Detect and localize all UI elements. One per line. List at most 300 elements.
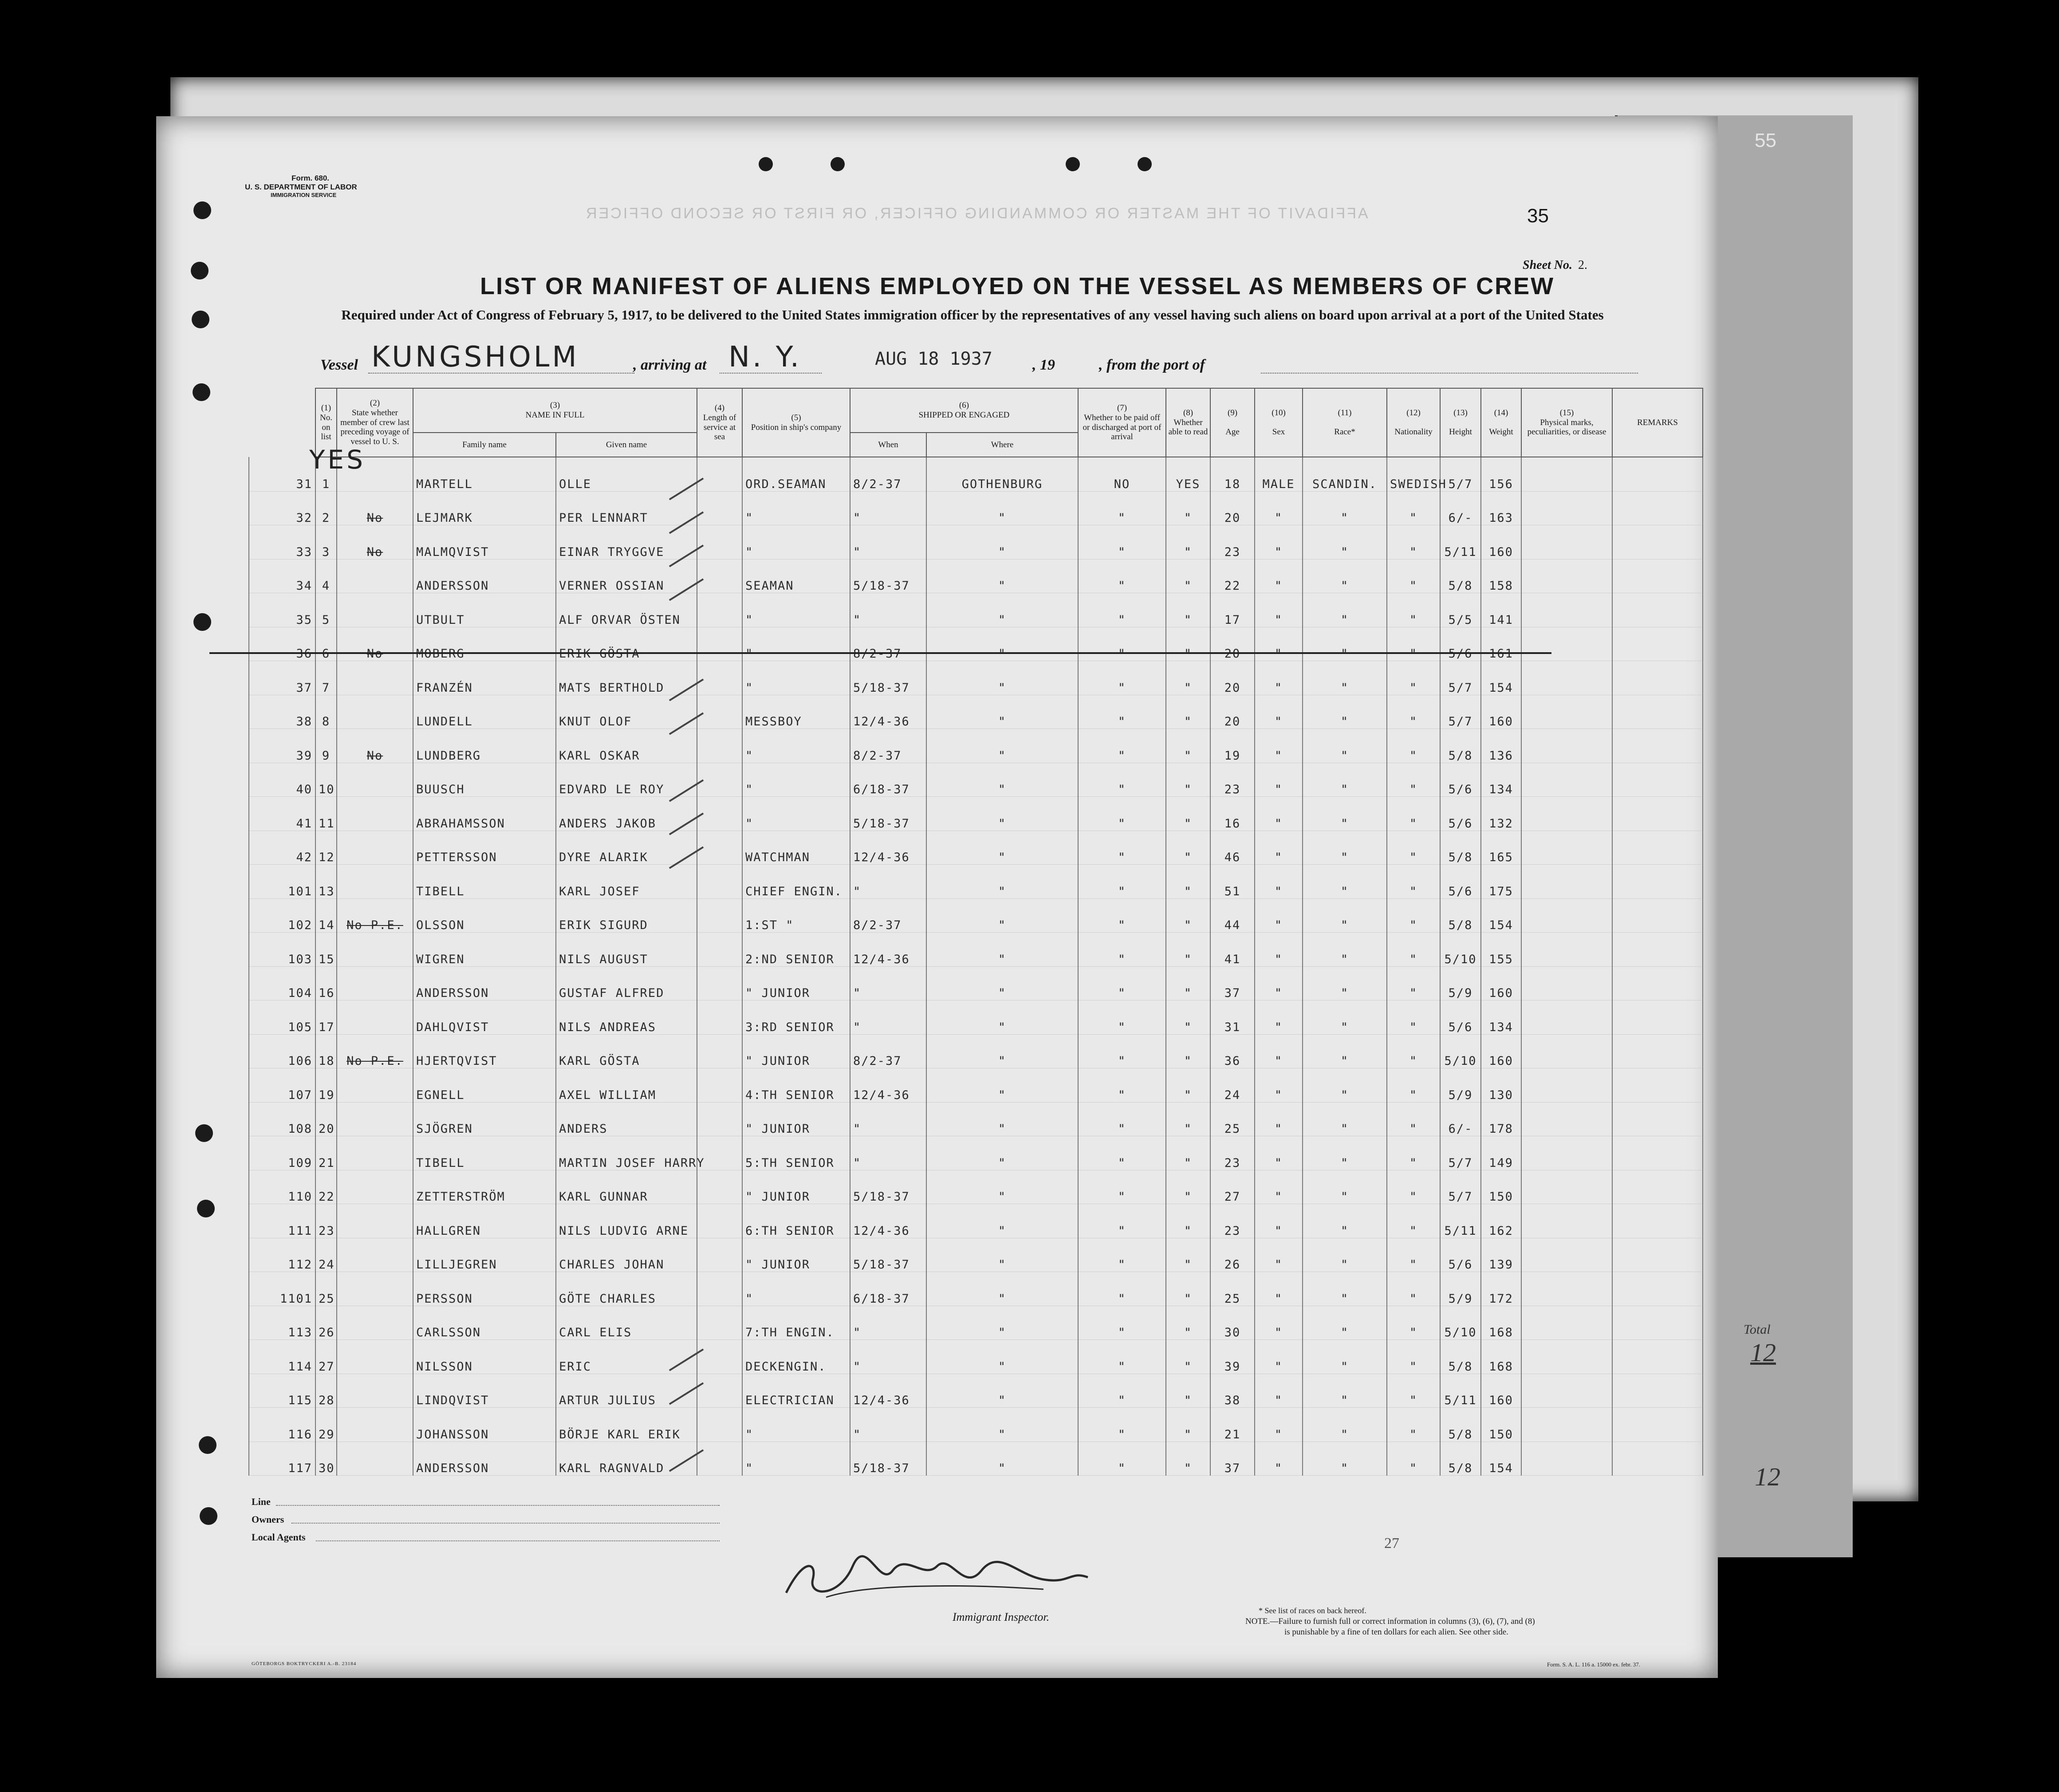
row-sex: " <box>1255 1408 1303 1442</box>
row-number: 2 <box>315 491 337 525</box>
row-where: " <box>926 1000 1078 1035</box>
row-number: 28 <box>315 1374 337 1408</box>
row-paid-off: " <box>1078 1034 1166 1068</box>
row-height: 5/8 <box>1440 898 1481 933</box>
col-physical-marks: (15) Physical marks, peculiarities, or disease <box>1521 388 1612 457</box>
row-previous-voyage <box>337 559 413 593</box>
row-where: " <box>926 729 1078 763</box>
row-family-name: ANDERSSON <box>413 966 556 1000</box>
note-line-2: is punishable by a fine of ten dollars for each alien. See other side. <box>1284 1627 1508 1637</box>
row-physical-marks <box>1521 661 1612 695</box>
row-given-name: CHARLES JOHAN <box>556 1238 697 1272</box>
row-race: " <box>1303 831 1387 865</box>
row-age: 26 <box>1210 1238 1255 1272</box>
row-physical-marks <box>1521 1068 1612 1103</box>
row-position: " <box>742 1272 850 1306</box>
row-nationality: " <box>1387 831 1440 865</box>
row-paid-off: " <box>1078 865 1166 899</box>
row-able-read: " <box>1166 1272 1210 1306</box>
row-where: " <box>926 1408 1078 1442</box>
row-remarks <box>1612 797 1703 831</box>
row-where: " <box>926 1102 1078 1136</box>
row-number: 15 <box>315 933 337 967</box>
row-race: " <box>1303 1068 1387 1103</box>
from-port-label: , from the port of <box>1099 357 1205 373</box>
row-race: " <box>1303 1136 1387 1170</box>
row-race: " <box>1303 1000 1387 1035</box>
row-length-service <box>697 1000 742 1035</box>
row-remarks <box>1612 1441 1703 1476</box>
row-given-name: KARL GUNNAR <box>556 1170 697 1204</box>
row-sex: " <box>1255 729 1303 763</box>
row-previous-voyage <box>337 1374 413 1408</box>
row-position: 3:RD SENIOR <box>742 1000 850 1035</box>
row-weight: 149 <box>1481 1136 1521 1170</box>
row-list-number: 38 <box>249 695 315 729</box>
row-height: 5/6 <box>1440 797 1481 831</box>
row-list-number: 114 <box>249 1340 315 1374</box>
row-nationality: " <box>1387 525 1440 559</box>
row-weight: 172 <box>1481 1272 1521 1306</box>
row-nationality: " <box>1387 933 1440 967</box>
table-row <box>249 1306 1703 1340</box>
row-remarks <box>1612 1034 1703 1068</box>
row-height: 5/10 <box>1440 1306 1481 1340</box>
row-list-number: 108 <box>249 1102 315 1136</box>
col-where: Where <box>926 433 1078 457</box>
row-given-name: KARL OSKAR <box>556 729 697 763</box>
col-position: (5) Position in ship's company <box>742 388 850 457</box>
row-age: 38 <box>1210 1374 1255 1408</box>
row-previous-voyage: No <box>337 525 413 559</box>
row-list-number: 113 <box>249 1306 315 1340</box>
row-length-service <box>697 729 742 763</box>
row-nationality: " <box>1387 1102 1440 1136</box>
row-when: 5/18-37 <box>850 559 926 593</box>
row-number: 13 <box>315 865 337 899</box>
col-nationality: (12) Nationality <box>1387 388 1440 457</box>
row-previous-voyage <box>337 593 413 627</box>
row-height: 5/6 <box>1440 1238 1481 1272</box>
row-race: SCANDIN. <box>1303 457 1387 491</box>
row-able-read: " <box>1166 525 1210 559</box>
row-physical-marks <box>1521 966 1612 1000</box>
table-row <box>249 1374 1703 1408</box>
punch-hole <box>197 1200 215 1217</box>
row-nationality: " <box>1387 1000 1440 1035</box>
row-nationality: " <box>1387 1408 1440 1442</box>
row-length-service <box>697 1068 742 1103</box>
row-list-number: 37 <box>249 661 315 695</box>
row-family-name: MARTELL <box>413 457 556 491</box>
row-where: " <box>926 966 1078 1000</box>
row-able-read: " <box>1166 797 1210 831</box>
row-previous-voyage <box>337 1272 413 1306</box>
row-sex: " <box>1255 1340 1303 1374</box>
row-position: " JUNIOR <box>742 1170 850 1204</box>
row-previous-voyage <box>337 1068 413 1103</box>
row-nationality: " <box>1387 1034 1440 1068</box>
table-row <box>249 627 1703 661</box>
row-race: " <box>1303 661 1387 695</box>
manifest-sheet <box>156 116 1718 1678</box>
row-family-name: DAHLQVIST <box>413 1000 556 1035</box>
printer-mark: GÖTEBORGS BOKTRYCKERI A.-B. 23184 <box>252 1661 357 1666</box>
punch-hole <box>192 311 209 328</box>
row-physical-marks <box>1521 1170 1612 1204</box>
row-family-name: HALLGREN <box>413 1204 556 1238</box>
row-age: 20 <box>1210 695 1255 729</box>
row-physical-marks <box>1521 1204 1612 1238</box>
punch-hole <box>1138 157 1152 171</box>
row-nationality: " <box>1387 1204 1440 1238</box>
row-length-service <box>697 1374 742 1408</box>
row-list-number: 33 <box>249 525 315 559</box>
row-race: " <box>1303 763 1387 797</box>
row-position: " <box>742 525 850 559</box>
row-nationality: " <box>1387 661 1440 695</box>
row-where <box>926 627 1078 661</box>
row-when: " <box>850 491 926 525</box>
row-when <box>850 627 926 661</box>
row-where: " <box>926 1068 1078 1103</box>
row-height: 5/8 <box>1440 559 1481 593</box>
row-physical-marks <box>1521 831 1612 865</box>
row-age: 17 <box>1210 593 1255 627</box>
row-list-number: 101 <box>249 865 315 899</box>
side-12-handwritten: 12 <box>1755 1462 1780 1491</box>
row-length-service <box>697 695 742 729</box>
row-weight: 160 <box>1481 695 1521 729</box>
row-nationality: " <box>1387 1238 1440 1272</box>
row-remarks <box>1612 457 1703 491</box>
row-weight: 134 <box>1481 763 1521 797</box>
row-previous-voyage <box>337 865 413 899</box>
row-family-name: JOHANSSON <box>413 1408 556 1442</box>
punch-hole <box>193 201 211 219</box>
row-nationality: " <box>1387 898 1440 933</box>
row-given-name: KARL JOSEF <box>556 865 697 899</box>
row-weight: 139 <box>1481 1238 1521 1272</box>
row-race: " <box>1303 1102 1387 1136</box>
col-remarks: REMARKS <box>1612 388 1703 457</box>
table-row <box>249 729 1703 763</box>
row-family-name: LUNDELL <box>413 695 556 729</box>
row-given-name: ANDERS <box>556 1102 697 1136</box>
row-paid-off: " <box>1078 729 1166 763</box>
row-sex <box>1255 627 1303 661</box>
row-height: 5/11 <box>1440 1204 1481 1238</box>
row-when: " <box>850 1000 926 1035</box>
row-given-name: ALF ORVAR ÖSTEN <box>556 593 697 627</box>
row-family-name: SJÖGREN <box>413 1102 556 1136</box>
row-nationality: " <box>1387 593 1440 627</box>
row-when: 12/4-36 <box>850 933 926 967</box>
vessel-name: KUNGSHOLM <box>371 341 579 374</box>
row-physical-marks <box>1521 1340 1612 1374</box>
vessel-line <box>320 341 1647 378</box>
row-list-number <box>249 627 315 661</box>
row-age: 37 <box>1210 966 1255 1000</box>
row-race: " <box>1303 1340 1387 1374</box>
row-list-number: 32 <box>249 491 315 525</box>
row-age: 19 <box>1210 729 1255 763</box>
row-where: " <box>926 1170 1078 1204</box>
row-paid-off: " <box>1078 898 1166 933</box>
row-remarks <box>1612 933 1703 967</box>
row-physical-marks <box>1521 1034 1612 1068</box>
row-race: " <box>1303 1238 1387 1272</box>
row-age: 18 <box>1210 457 1255 491</box>
row-family-name: ANDERSSON <box>413 559 556 593</box>
row-position: SEAMAN <box>742 559 850 593</box>
table-row <box>249 525 1703 559</box>
row-age: 37 <box>1210 1441 1255 1476</box>
table-row <box>249 491 1703 525</box>
row-where: " <box>926 593 1078 627</box>
row-list-number: 104 <box>249 966 315 1000</box>
row-where: " <box>926 797 1078 831</box>
count-27-handwritten: 27 <box>1384 1535 1399 1552</box>
row-when: 8/2-37 <box>850 1034 926 1068</box>
row-list-number: 109 <box>249 1136 315 1170</box>
row-sex: " <box>1255 525 1303 559</box>
row-physical-marks <box>1521 1102 1612 1136</box>
row-physical-marks <box>1521 491 1612 525</box>
row-paid-off: " <box>1078 661 1166 695</box>
row-height: 5/9 <box>1440 1068 1481 1103</box>
col-height: (13) Height <box>1440 388 1481 457</box>
row-list-number: 106 <box>249 1034 315 1068</box>
row-remarks <box>1612 898 1703 933</box>
row-family-name: LINDQVIST <box>413 1374 556 1408</box>
row-sex: " <box>1255 831 1303 865</box>
row-position: " JUNIOR <box>742 1238 850 1272</box>
row-position: WATCHMAN <box>742 831 850 865</box>
col-paid-off: (7) Whether to be paid off or discharged at port of arrival <box>1078 388 1166 457</box>
row-sex: " <box>1255 1306 1303 1340</box>
row-when: " <box>850 1306 926 1340</box>
row-given-name: BÖRJE KARL ERIK <box>556 1408 697 1442</box>
row-paid-off: " <box>1078 797 1166 831</box>
row-height <box>1440 627 1481 661</box>
row-age: 25 <box>1210 1272 1255 1306</box>
row-previous-voyage <box>337 1170 413 1204</box>
row-family-name: ABRAHAMSSON <box>413 797 556 831</box>
row-position: 6:TH SENIOR <box>742 1204 850 1238</box>
row-sex: MALE <box>1255 457 1303 491</box>
row-age: 24 <box>1210 1068 1255 1103</box>
row-able-read: " <box>1166 1170 1210 1204</box>
row-physical-marks <box>1521 1272 1612 1306</box>
row-age: 23 <box>1210 763 1255 797</box>
row-height: 5/11 <box>1440 525 1481 559</box>
row-given-name: VERNER OSSIAN <box>556 559 697 593</box>
row-when: 5/18-37 <box>850 661 926 695</box>
row-previous-voyage: No <box>337 491 413 525</box>
col-length-service: (4) Length of service at sea <box>697 388 742 457</box>
row-length-service <box>697 1238 742 1272</box>
row-family-name: HJERTQVIST <box>413 1034 556 1068</box>
row-height: 5/10 <box>1440 1034 1481 1068</box>
row-where: " <box>926 559 1078 593</box>
total-value-handwritten: 12 <box>1750 1338 1776 1367</box>
sheet-serial: 35 <box>1527 205 1549 227</box>
note-race: * See list of races on back hereof. <box>1259 1606 1366 1615</box>
row-previous-voyage <box>337 627 413 661</box>
row-family-name: TIBELL <box>413 1136 556 1170</box>
row-length-service <box>697 898 742 933</box>
row-able-read: " <box>1166 1441 1210 1476</box>
row-when: " <box>850 525 926 559</box>
row-position: ELECTRICIAN <box>742 1374 850 1408</box>
row-where: " <box>926 831 1078 865</box>
row-age: 44 <box>1210 898 1255 933</box>
row-race <box>1303 627 1387 661</box>
row-height: 5/7 <box>1440 695 1481 729</box>
row-sex: " <box>1255 1000 1303 1035</box>
row-number: 20 <box>315 1102 337 1136</box>
row-paid-off: " <box>1078 1374 1166 1408</box>
row-when: 8/2-37 <box>850 729 926 763</box>
row-previous-voyage <box>337 966 413 1000</box>
row-sex: " <box>1255 1374 1303 1408</box>
row-sex: " <box>1255 661 1303 695</box>
row-height: 5/6 <box>1440 763 1481 797</box>
page-number: 55 <box>1755 130 1776 151</box>
row-previous-voyage <box>337 797 413 831</box>
row-weight: 162 <box>1481 1204 1521 1238</box>
row-list-number: 41 <box>249 797 315 831</box>
row-paid-off: " <box>1078 1204 1166 1238</box>
row-weight: 150 <box>1481 1170 1521 1204</box>
row-age <box>1210 627 1255 661</box>
prev-voyage-yes-handwritten: YES <box>309 445 366 475</box>
row-height: 5/7 <box>1440 457 1481 491</box>
row-height: 6/- <box>1440 1102 1481 1136</box>
row-race: " <box>1303 695 1387 729</box>
row-previous-voyage <box>337 1306 413 1340</box>
row-number: 17 <box>315 1000 337 1035</box>
row-position: " <box>742 491 850 525</box>
table-row <box>249 593 1703 627</box>
line-label: Line <box>252 1496 271 1507</box>
row-length-service <box>697 1306 742 1340</box>
form-number: Form. 680. <box>291 174 330 182</box>
row-when: 8/2-37 <box>850 457 926 491</box>
row-length-service <box>697 457 742 491</box>
from-port-underline <box>1261 373 1638 374</box>
row-remarks <box>1612 491 1703 525</box>
row-number: 21 <box>315 1136 337 1170</box>
row-given-name: GÖTE CHARLES <box>556 1272 697 1306</box>
col-no-on-list: (1) No. on list <box>315 388 337 457</box>
row-given-name: MARTIN JOSEF HARRY <box>556 1136 697 1170</box>
col-previous-voyage: (2) State whether member of crew last preceding voyage of vessel to U. S. <box>337 388 413 457</box>
row-age: 23 <box>1210 525 1255 559</box>
row-length-service <box>697 933 742 967</box>
row-position: " JUNIOR <box>742 966 850 1000</box>
punch-hole <box>1066 157 1080 171</box>
row-list-number: 40 <box>249 763 315 797</box>
row-number: 10 <box>315 763 337 797</box>
row-when: " <box>850 1408 926 1442</box>
row-sex: " <box>1255 1170 1303 1204</box>
row-number: 23 <box>315 1204 337 1238</box>
row-sex: " <box>1255 1204 1303 1238</box>
row-nationality: " <box>1387 1441 1440 1476</box>
row-race: " <box>1303 966 1387 1000</box>
row-sex: " <box>1255 797 1303 831</box>
row-where: " <box>926 865 1078 899</box>
row-weight: 160 <box>1481 1374 1521 1408</box>
row-able-read: " <box>1166 865 1210 899</box>
row-physical-marks <box>1521 1000 1612 1035</box>
row-nationality: " <box>1387 559 1440 593</box>
row-physical-marks <box>1521 933 1612 967</box>
row-where: " <box>926 1204 1078 1238</box>
crew-manifest-table <box>248 388 1703 1476</box>
row-position: " <box>742 1441 850 1476</box>
row-length-service <box>697 661 742 695</box>
row-paid-off: NO <box>1078 457 1166 491</box>
row-nationality: " <box>1387 763 1440 797</box>
row-paid-off: " <box>1078 491 1166 525</box>
table-row <box>249 898 1703 933</box>
row-able-read: " <box>1166 593 1210 627</box>
row-age: 21 <box>1210 1408 1255 1442</box>
row-length-service <box>697 797 742 831</box>
row-paid-off: " <box>1078 1408 1166 1442</box>
row-nationality <box>1387 627 1440 661</box>
row-length-service <box>697 1272 742 1306</box>
row-remarks <box>1612 1102 1703 1136</box>
row-able-read: " <box>1166 831 1210 865</box>
row-able-read: " <box>1166 898 1210 933</box>
row-remarks <box>1612 1170 1703 1204</box>
row-sex: " <box>1255 966 1303 1000</box>
row-previous-voyage <box>337 1441 413 1476</box>
row-weight: 155 <box>1481 933 1521 967</box>
punch-hole <box>193 613 211 631</box>
table-row <box>249 1441 1703 1476</box>
row-race: " <box>1303 559 1387 593</box>
row-race: " <box>1303 898 1387 933</box>
arrival-date-stamp: AUG 18 1937 <box>875 349 992 369</box>
col-given-name: Given name <box>556 433 697 457</box>
row-when: " <box>850 865 926 899</box>
row-weight: 150 <box>1481 1408 1521 1442</box>
row-list-number: 31 <box>249 457 315 491</box>
arriving-underline <box>720 373 822 374</box>
row-race: " <box>1303 1272 1387 1306</box>
row-able-read: " <box>1166 1034 1210 1068</box>
row-age: 36 <box>1210 1034 1255 1068</box>
table-row <box>249 797 1703 831</box>
row-given-name: EINAR TRYGGVE <box>556 525 697 559</box>
owners-label: Owners <box>252 1514 284 1525</box>
row-position: 4:TH SENIOR <box>742 1068 850 1103</box>
row-able-read: " <box>1166 1068 1210 1103</box>
sheet-label <box>1523 258 1587 272</box>
row-able-read: YES <box>1166 457 1210 491</box>
row-length-service <box>697 627 742 661</box>
row-previous-voyage <box>337 933 413 967</box>
row-age: 20 <box>1210 491 1255 525</box>
row-height: 5/6 <box>1440 865 1481 899</box>
row-number: 29 <box>315 1408 337 1442</box>
table-row <box>249 763 1703 797</box>
